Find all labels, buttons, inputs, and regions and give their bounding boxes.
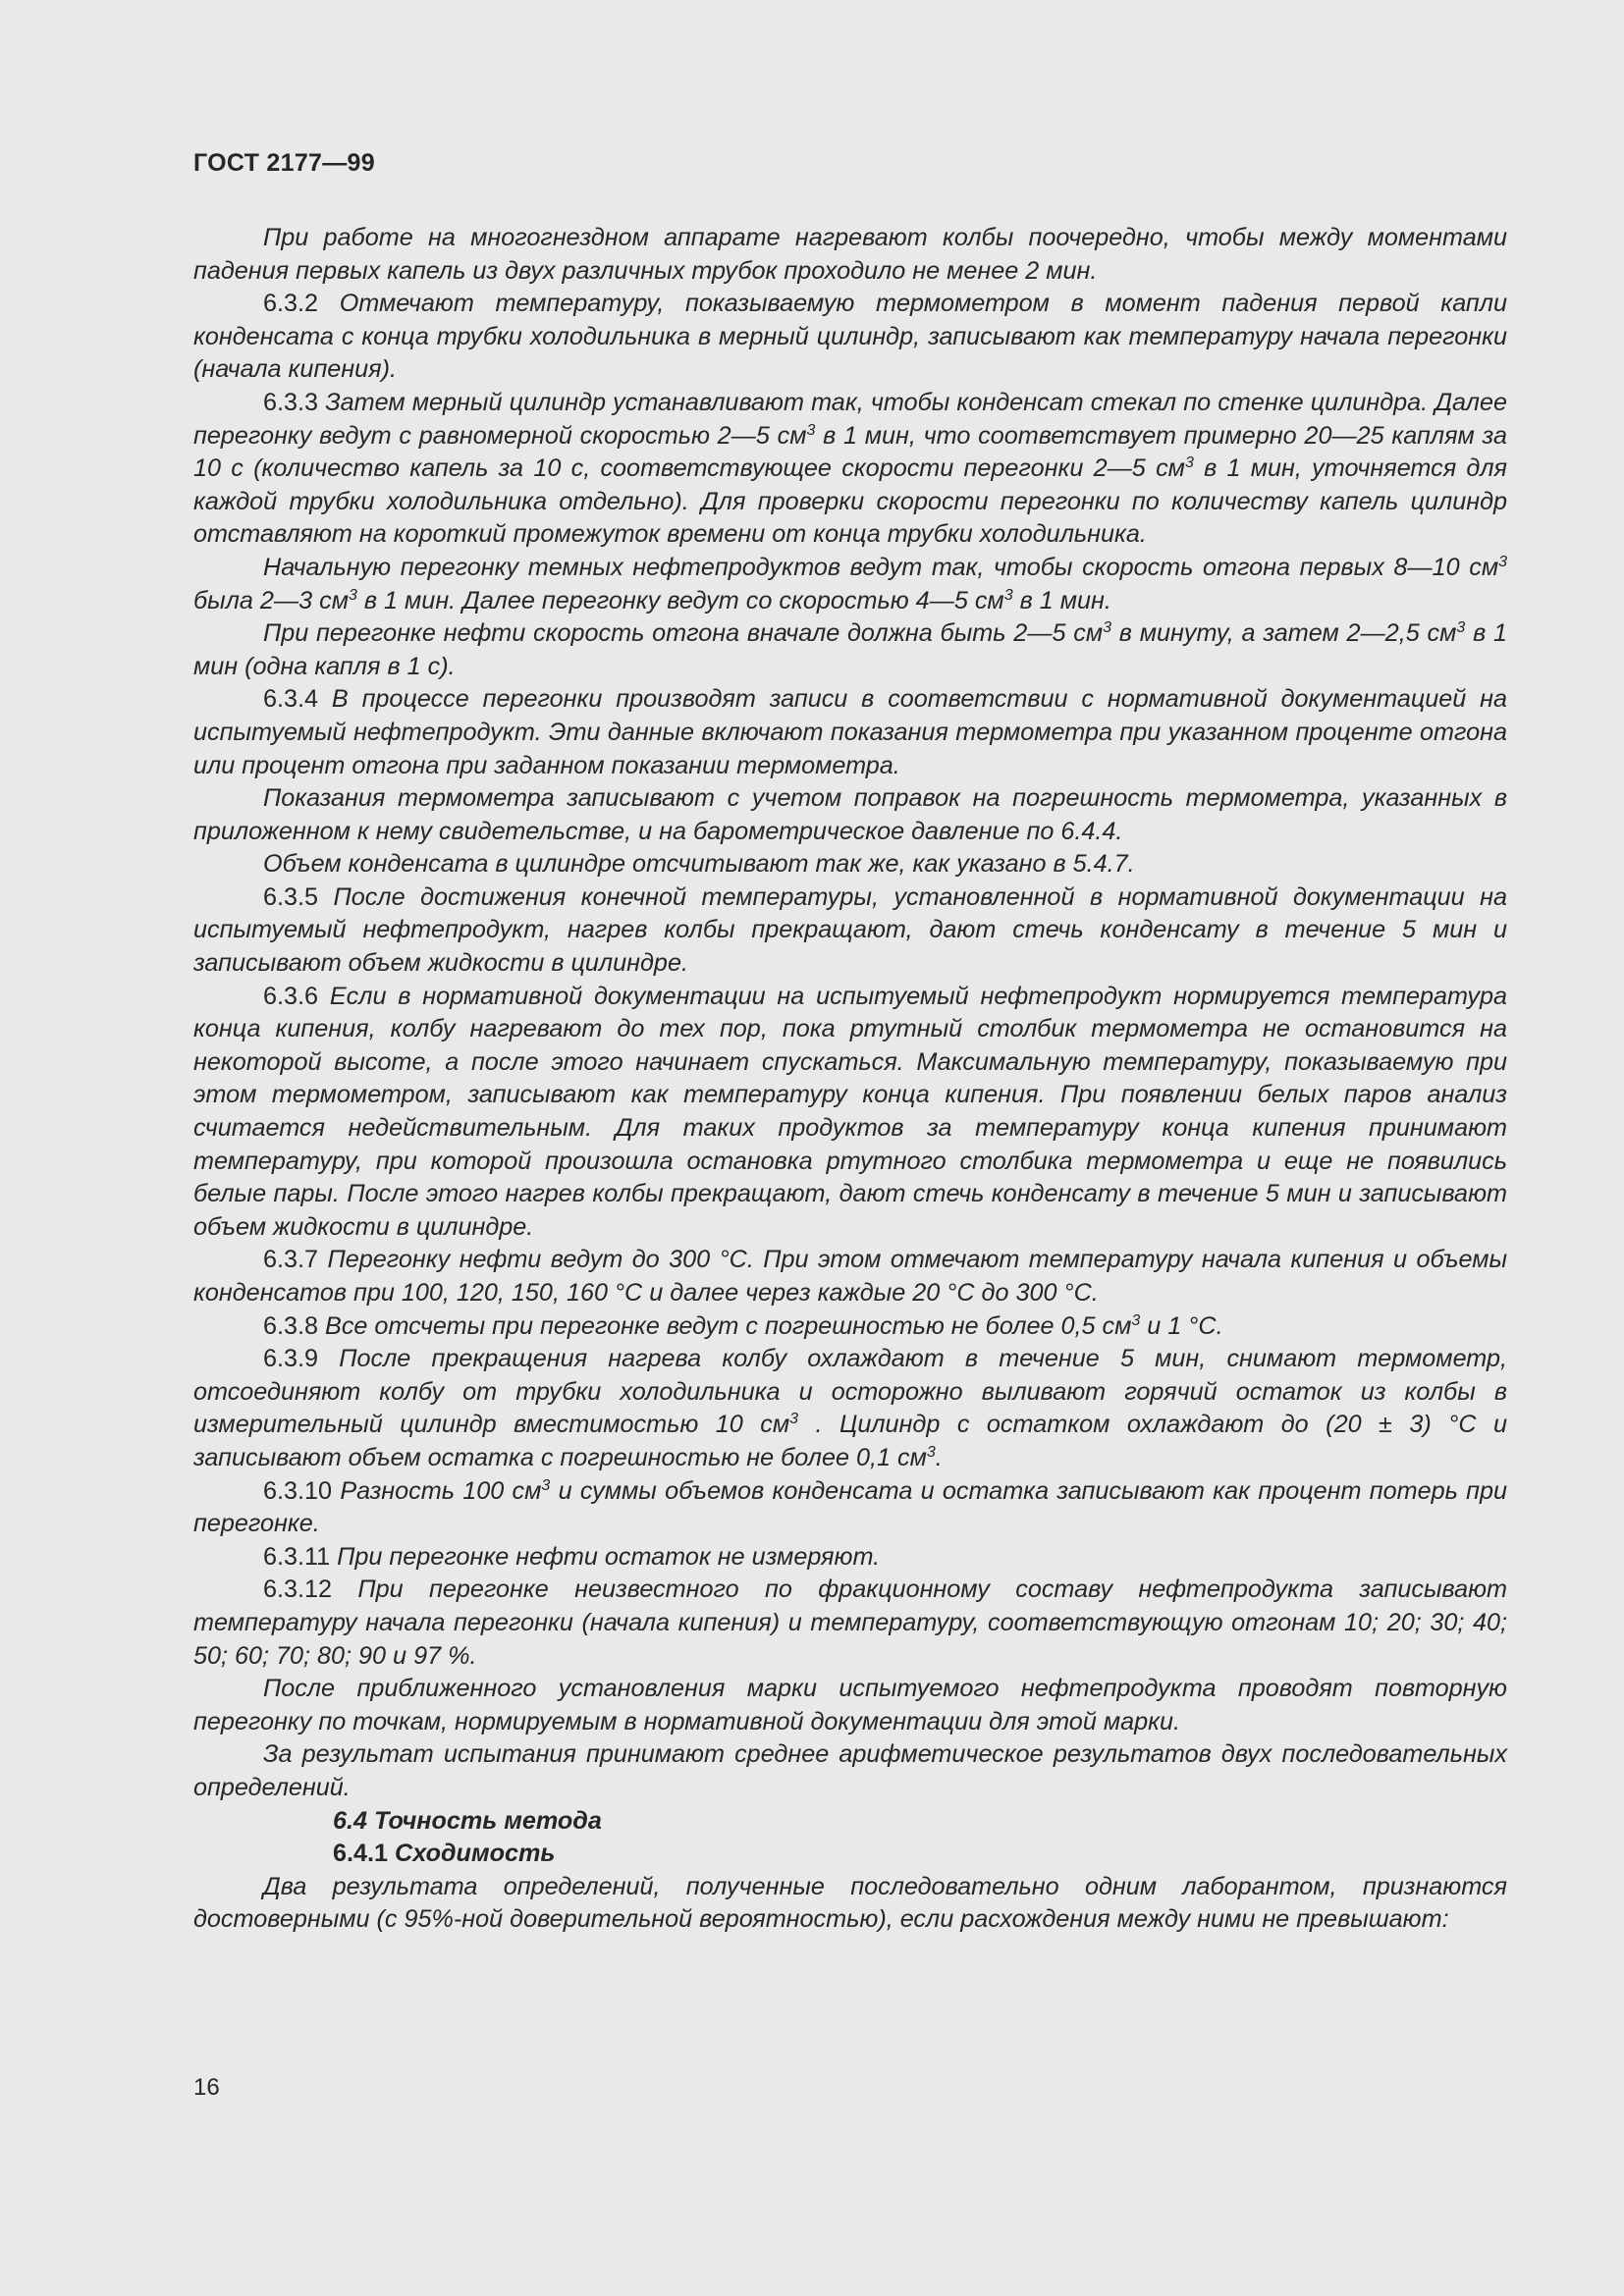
- paragraph: [193, 782, 1507, 848]
- document-body: [193, 222, 1507, 1937]
- text-run: В процессе перегонки производят записи в соответствии с нормативной документацией на испытуемый нефтепродукт. Эти данные включают показания термометра при указанном проценте отгона или процент отгона при заданном показании термометра.: [193, 685, 1508, 779]
- text-run: Начальную перегонку темных нефтепродуктов ведут так, чтобы скорость отгона первых 8—10 см: [263, 553, 1499, 581]
- paragraph: [193, 1475, 1507, 1541]
- text-run: в 1 мин, уточняется для каждой трубки холодильника отдельно). Для проверки скорости перегонки по количеству капель цилиндр отставляют на короткий промежуток времени от конца трубки холодильника.: [193, 454, 1508, 549]
- text-run: За результат испытания принимают среднее арифметическое результатов двух последовательных определений.: [193, 1740, 1507, 1801]
- clause-number: 6.3.10: [263, 1476, 333, 1505]
- text-run: в 1 мин (одна капля в 1 с).: [193, 619, 1508, 680]
- text-run: При работе на многогнездном аппарате нагревают колбы поочередно, чтобы между моментами падения первых капель из двух различных трубок проходило не менее 2 мин.: [193, 224, 1507, 285]
- paragraph: [193, 387, 1507, 552]
- clause-number: 6.3.11: [263, 1542, 331, 1571]
- superscript: 3: [926, 1443, 936, 1461]
- clause-number: 6.3.3: [263, 388, 319, 416]
- text-run: Отмечают температуру, показываемую термометром в момент падения первой капли конденсата с конца трубки холодильника в мерный цилиндр, записывают как температуру начала перегонки (начала кипения).: [193, 290, 1508, 384]
- text-run: Все отсчеты при перегонке ведут с погрешностью не более 0,5 см: [325, 1311, 1132, 1340]
- paragraph-list: [193, 222, 1507, 1805]
- clause-number: 6.3.12: [263, 1575, 333, 1604]
- clause-number: 6.3.5: [263, 882, 319, 911]
- superscript: 3: [789, 1411, 799, 1428]
- text-run: При перегонке нефти скорость отгона вначале должна быть 2—5 см: [263, 619, 1104, 648]
- paragraph: [193, 222, 1507, 288]
- text-run: Перегонку нефти ведут до 300 °С. При этом отмечают температуру начала кипения и объемы конденсатов при 100, 120, 150, 160 °С и далее через каждые 20 °С до 300 °С.: [193, 1246, 1507, 1307]
- paragraph: [193, 1738, 1507, 1804]
- text-run: в 1 мин.: [1012, 586, 1111, 614]
- superscript: 3: [1103, 619, 1112, 637]
- clause-number: 6.3.7: [263, 1246, 319, 1274]
- section-heading-6-4-1: [193, 1838, 1507, 1871]
- paragraph: [193, 1310, 1507, 1344]
- text-run: Разность 100 см: [340, 1476, 542, 1505]
- superscript: 3: [1131, 1311, 1141, 1329]
- paragraph: [193, 1673, 1507, 1738]
- superscript: 3: [348, 586, 357, 604]
- paragraph: [193, 981, 1507, 1245]
- paragraph: [193, 1541, 1507, 1575]
- paragraph: [193, 288, 1507, 387]
- paragraph: [193, 1244, 1507, 1309]
- section-title: Сходимость: [395, 1840, 556, 1868]
- clause-number: 6.3.6: [263, 982, 319, 1010]
- text-run: и суммы объемов конденсата и остатка записывают как процент потерь при перегонке.: [193, 1476, 1507, 1538]
- clause-number: 6.3.4: [263, 685, 319, 714]
- paragraph: [193, 683, 1507, 782]
- text-run: в 1 мин. Далее перегонку ведут со скоростью 4—5 см: [356, 586, 1004, 614]
- clause-number: 6.3.9: [263, 1345, 319, 1373]
- text-run: Если в нормативной документации на испытуемый нефтепродукт нормируется температура конца кипения, колбу нагревают до тех пор, пока ртутный столбик термометра не остановится на некоторой высоте, а после этого начинает спускаться. Максимальную температуру, показываемую при этом термометром, записывают как температуру конца кипения. При появлении белых паров анализ считается недействительным. Для таких продуктов за температуру конца кипения принимают температуру, при которой произошла остановка ртутного столбика термометра и еще не появились белые пары. После этого нагрев колбы прекращают, дают стечь конденсату в течение 5 мин и записывают объем жидкости в цилиндре.: [193, 982, 1508, 1241]
- paragraph: [193, 617, 1507, 683]
- text-run: Показания термометра записывают с учетом поправок на погрешность термометра, указанных в приложенном к нему свидетельстве, и на барометрическое давление по 6.4.4.: [193, 784, 1507, 845]
- paragraph: [193, 1574, 1507, 1673]
- text-run: После приближенного установления марки испытуемого нефтепродукта проводят повторную перегонку по точкам, нормируемым в нормативной документации для этой марки.: [193, 1675, 1507, 1735]
- text-run: . Цилиндр с остатком охлаждают до (20 ± 3) °С и записывают объем остатка с погрешностью не более 0,1 см: [193, 1411, 1507, 1471]
- clause-number: 6.3.2: [263, 290, 319, 318]
- text-run: После достижения конечной температуры, установленной в нормативной документации на испытуемый нефтепродукт, нагрев колбы прекращают, дают стечь конденсату в течение 5 мин и записывают объем жидкости в цилиндре.: [193, 882, 1507, 978]
- text-run: После прекращения нагрева колбу охлаждают в течение 5 мин, снимают термометр, отсоединяют колбу от трубки холодильника и осторожно выливают горячий остаток из колбы в измерительный цилиндр вместимостью 10 см: [193, 1345, 1508, 1439]
- text-run: .: [935, 1443, 943, 1471]
- section-heading-6-4: 6.4 Точность метода: [333, 1806, 602, 1835]
- superscript: 3: [1456, 619, 1466, 637]
- page-number: 16: [193, 2074, 220, 2101]
- superscript: 3: [1184, 454, 1194, 472]
- section-number: 6.4.1: [333, 1840, 389, 1868]
- text-run: в 1 мин, что соответствует примерно 20—25 каплям за 10 с (количество капель за 10 с, соответствующее скорости перегонки 2—5 см: [193, 421, 1507, 483]
- superscript: 3: [1003, 586, 1013, 604]
- superscript: 3: [541, 1476, 551, 1494]
- text-run: была 2—3 см: [193, 586, 349, 614]
- text-run: При перегонке нефти остаток не измеряют.: [337, 1542, 881, 1571]
- paragraph: [193, 848, 1507, 881]
- text-run: При перегонке неизвестного по фракционному составу нефтепродукта записывают температуру начала перегонки (начала кипения) и температуру, соответствующую отгонам 10; 20; 30; 40; 50; 60; 70; 80; 90 и 97 %.: [193, 1575, 1508, 1670]
- superscript: 3: [1498, 553, 1507, 570]
- document-header: ГОСТ 2177—99: [193, 149, 375, 177]
- text-run: Затем мерный цилиндр устанавливают так, чтобы конденсат стекал по стенке цилиндра. Далее перегонку ведут с равномерной скоростью 2—5 см: [193, 388, 1507, 450]
- paragraph: [193, 1343, 1507, 1474]
- paragraph: [193, 552, 1507, 617]
- text-run: Объем конденсата в цилиндре отсчитывают так же, как указано в 5.4.7.: [263, 850, 1135, 879]
- text-run: и 1 °С.: [1140, 1311, 1223, 1340]
- final-paragraph: Два результата определений, полученные последовательно одним лаборантом, признаются достоверными (с 95%-ной доверительной вероятностью), если расхождения между ними не превышают:: [193, 1872, 1507, 1934]
- superscript: 3: [806, 421, 816, 439]
- paragraph: [193, 881, 1507, 981]
- text-run: в минуту, а затем 2—2,5 см: [1111, 619, 1457, 648]
- clause-number: 6.3.8: [263, 1311, 319, 1340]
